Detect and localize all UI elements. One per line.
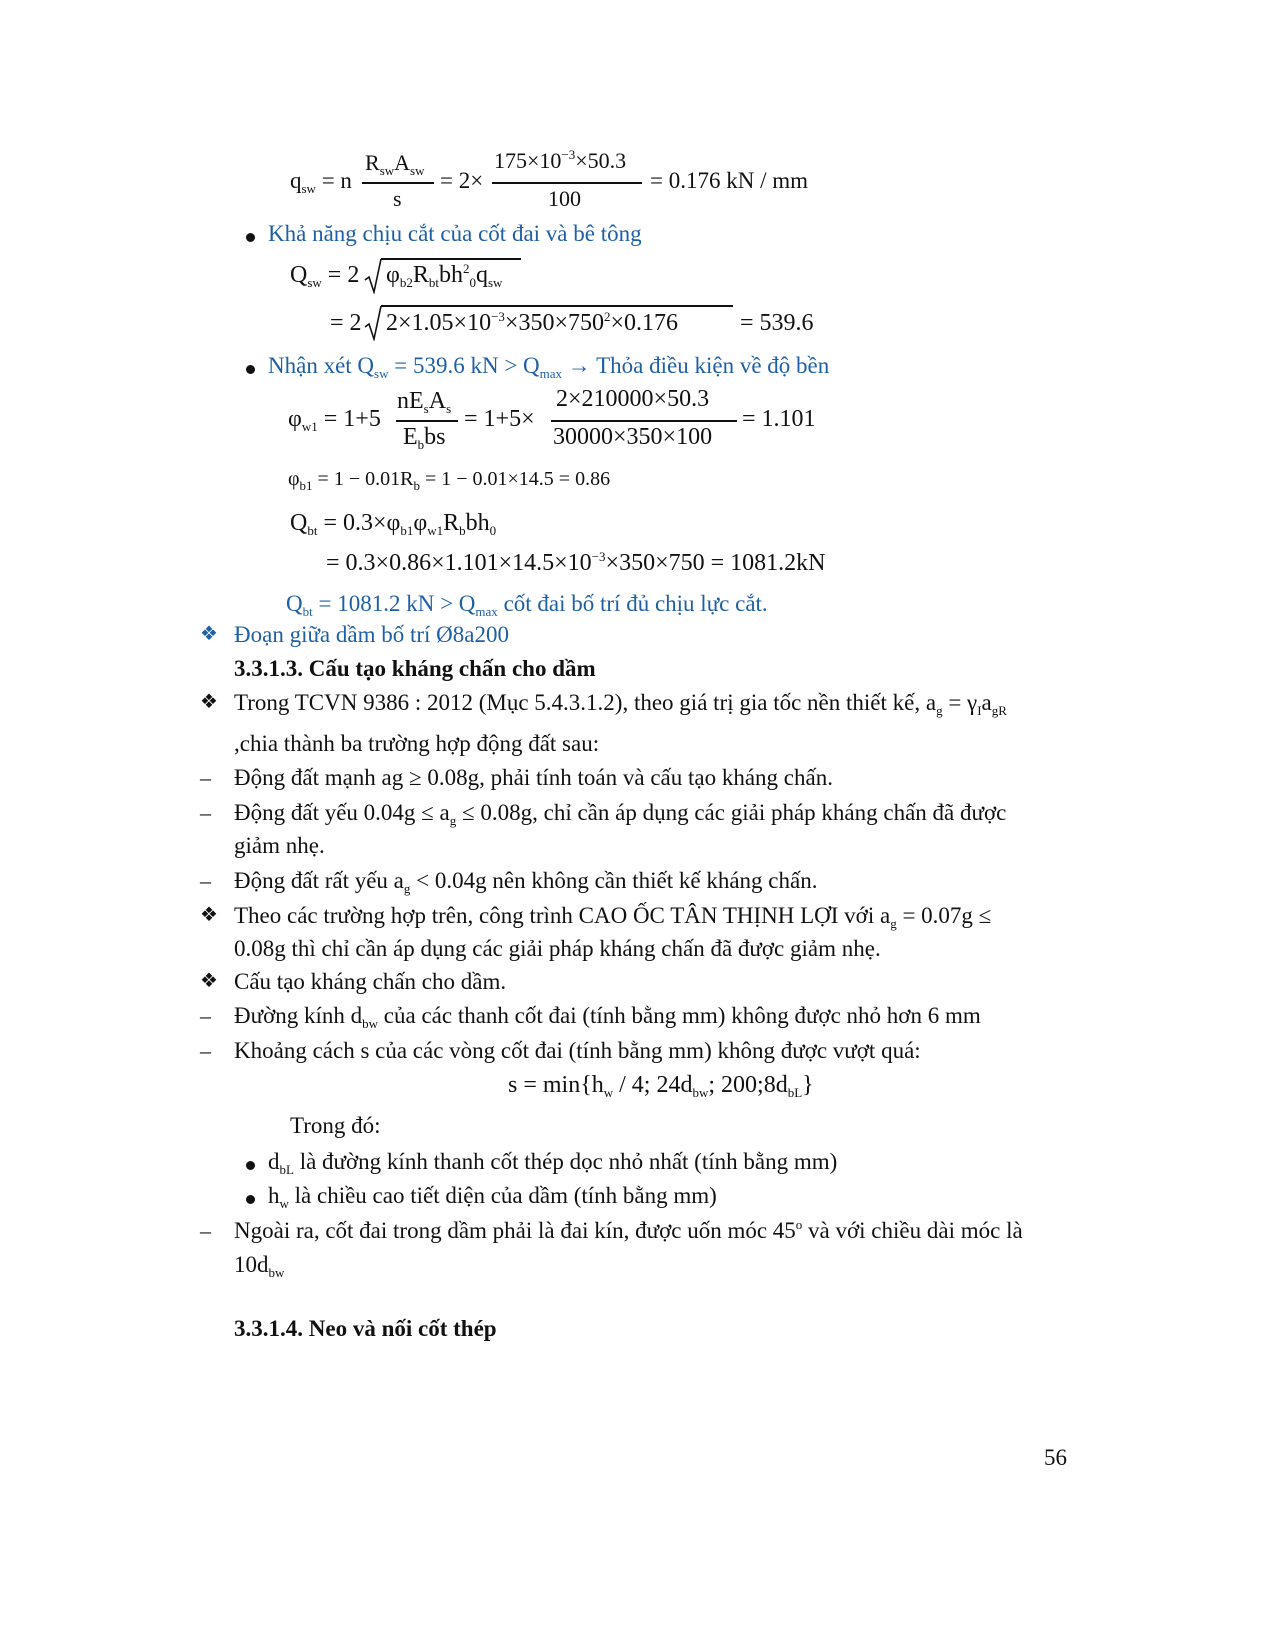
project-tail: = 0.07g ≤: [896, 903, 992, 928]
tcvn-sub3: gR: [991, 703, 1007, 718]
phiw1-result: = 1.101: [742, 406, 816, 432]
closed-stirrup-line2: [234, 1250, 284, 1280]
phiw1-lhs-sub: w1: [301, 419, 318, 434]
qbt-mid: = 1081.2 kN > Q: [312, 591, 476, 616]
closed-tail: và với chiều dài móc là: [802, 1218, 1023, 1243]
bullet-icon: [246, 1161, 255, 1170]
qsw-result: = 0.176 kN / mm: [650, 168, 809, 193]
qbt-remark: [286, 589, 768, 619]
Qbt-s1: b1: [400, 523, 414, 538]
diam-pre: Đường kính d: [234, 1003, 363, 1028]
phiw1-f1-den: E: [403, 424, 418, 450]
Qsw-rad-s1: b2: [399, 275, 413, 290]
phiw1-eq2: = 1+5×: [464, 406, 535, 432]
phiw1-f2-num: 2×210000×50.3: [556, 386, 710, 412]
qbt-pre: Q: [286, 591, 303, 616]
qbt-tail: cốt đai bố trí đủ chịu lực cắt.: [497, 591, 768, 616]
Qbt-lhs: Q: [290, 510, 308, 536]
qsw-frac1-line: [362, 182, 434, 184]
dbl-tail: là đường kính thanh cốt thép dọc nhỏ nhất (tính bằng mm): [293, 1149, 838, 1174]
Qbt-line2: = 0.3×0.86×1.101×14.5×10: [326, 550, 592, 576]
qsw-eq1: = n: [321, 168, 352, 193]
smin-sub3: bL: [787, 1085, 803, 1100]
qsw-f2-num: 175×10: [494, 148, 562, 173]
strong-earthquake: Động đất mạnh ag ≥ 0.08g, phải tính toán và cấu tạo kháng chấn.: [234, 765, 833, 790]
bullet-shear-capacity: Khả năng chịu cắt của cốt đai và bê tông: [268, 221, 642, 246]
phib1-lhs: φ: [288, 468, 300, 490]
Qbt-m1: φ: [413, 510, 428, 536]
weak-earthquake-line2: giảm nhẹ.: [234, 833, 325, 858]
Qbt-s4: 0: [489, 523, 497, 538]
remark-sub: sw: [374, 366, 389, 381]
diamond-bullet-icon: ❖: [200, 691, 218, 713]
tcvn-line2: ,chia thành ba trường hợp động đất sau:: [234, 731, 600, 756]
page-number: 56: [1044, 1445, 1067, 1470]
phiw1-f1-num: nE: [397, 388, 424, 414]
seismic-detail-title: Cấu tạo kháng chấn cho dầm.: [234, 969, 507, 994]
very-weak-earthquake: [234, 866, 817, 896]
project-paragraph: [234, 901, 991, 931]
heading-3-3-1-4: 3.3.1.4. Neo và nối cốt thép: [234, 1316, 497, 1341]
sqrt-bar: [381, 305, 733, 307]
dash-bullet-icon: –: [200, 1218, 211, 1243]
bullet-icon: [246, 1195, 255, 1204]
qsw-f2-tail: ×50.3: [575, 148, 627, 173]
smin-tail: }: [802, 1072, 814, 1098]
formula-phib1: [288, 468, 610, 491]
weak-tail: ≤ 0.08g, chỉ cần áp dụng các giải pháp kháng chấn đã được: [456, 800, 1007, 825]
qsw-lhs-sub: sw: [301, 181, 316, 196]
Qbt-m2: R: [443, 510, 460, 536]
qsw-f2-sup: −3: [561, 147, 576, 162]
Qsw-rad-s3: 0: [469, 275, 476, 290]
hw-sub: w: [279, 1196, 289, 1211]
closed-l2: 10d: [234, 1252, 269, 1277]
smin-mid2: ; 200;8d: [708, 1072, 788, 1098]
phiw1-lhs: φ: [288, 406, 302, 432]
Qsw-rad-m1: R: [412, 262, 429, 288]
closed-stirrup-note: [234, 1216, 1023, 1246]
diamond-bullet-icon: ❖: [200, 904, 218, 926]
sqrt-bar: [381, 258, 521, 260]
diamond-bullet-icon: ❖: [200, 970, 218, 992]
closed-l2-sub: bw: [268, 1265, 285, 1280]
diamond-bullet-icon: ❖: [200, 623, 218, 645]
qsw-f1-sub1: sw: [379, 163, 395, 178]
dash-bullet-icon: –: [200, 765, 211, 790]
Qsw-l2-sup: −3: [491, 309, 505, 324]
smin-mid1: / 4; 24d: [613, 1072, 693, 1098]
phib1-lhs-sub: b1: [299, 478, 313, 493]
project-sub: g: [890, 916, 897, 931]
heading-3-3-1-3: 3.3.1.3. Cấu tạo kháng chấn cho dầm: [234, 656, 596, 681]
where-label: Trong đó:: [290, 1113, 381, 1138]
tcvn-paragraph: [234, 688, 1007, 718]
Qsw-l2-tail: ×0.176: [610, 310, 679, 336]
Qbt-line2-sup: −3: [591, 549, 606, 564]
middle-segment-note: Đoạn giữa dầm bố trí Ø8a200: [234, 622, 509, 647]
formula-s-min: [508, 1072, 814, 1099]
tcvn-sub2: I: [977, 703, 982, 718]
remark-pre: Nhận xét Q: [268, 353, 375, 378]
Qbt-line1: = 0.3×φ: [323, 510, 401, 536]
qsw-eq2: = 2×: [440, 168, 484, 193]
phiw1-frac1-line: [396, 420, 458, 422]
Qbt-m3: bh: [465, 510, 490, 536]
phiw1-f1-den-tail: bs: [424, 424, 446, 450]
qbt-sub: bt: [302, 604, 313, 619]
Qsw-rad-s2: bt: [428, 275, 439, 290]
bullet-icon: [246, 233, 255, 242]
dbl-pre: d: [268, 1149, 280, 1174]
phiw1-f1-s2: s: [446, 401, 452, 416]
phiw1-f1-mid: A: [428, 388, 447, 414]
sqrt-icon: [364, 258, 382, 294]
phiw1-f1-den-sub: b: [417, 437, 425, 452]
dbl-sub: bL: [279, 1162, 294, 1177]
dash-bullet-icon: –: [200, 800, 211, 825]
Qsw-l2-sup2: 2: [604, 309, 611, 324]
dash-bullet-icon: –: [200, 868, 211, 893]
weak-earthquake: [234, 798, 1006, 828]
Qbt-lhs-sub: bt: [307, 523, 318, 538]
Qbt-s3: b: [459, 523, 466, 538]
vweak-tail: < 0.04g nên không cần thiết kế kháng chấn.: [410, 868, 818, 893]
project-line2: 0.08g thì chỉ cần áp dụng các giải pháp kháng chấn đã được giảm nhẹ.: [234, 936, 881, 961]
hw-tail: là chiều cao tiết diện của dầm (tính bằng mm): [288, 1183, 717, 1208]
qsw-lhs: q: [290, 168, 302, 193]
qsw-f1-sub2: sw: [410, 163, 425, 178]
vweak-pre: Động đất rất yếu a: [234, 868, 404, 893]
qsw-f2-den: 100: [548, 186, 581, 211]
stirrup-spacing: Khoảng cách s của các vòng cốt đai (tính bằng mm) không được vượt quá:: [234, 1038, 921, 1063]
smin-sub1: w: [603, 1085, 614, 1100]
qsw-f1-den: s: [393, 186, 402, 211]
qsw-frac2-line: [492, 182, 642, 184]
weak-sub: g: [449, 813, 457, 828]
sqrt-icon: [364, 305, 382, 341]
smin-sub2: bw: [692, 1085, 709, 1100]
dash-bullet-icon: –: [200, 1038, 211, 1063]
Qsw-lhs: Q: [290, 262, 308, 288]
Qsw-rad-s4: sw: [488, 275, 503, 290]
smin-main: s = min{h: [508, 1072, 604, 1098]
remark-tail: → Thỏa điều kiện về độ bền: [562, 353, 830, 378]
Qsw-line1: = 2: [327, 262, 360, 288]
phib1-tail: = 1 − 0.01×14.5 = 0.86: [424, 468, 611, 490]
closed-pre: Ngoài ra, cốt đai trong dầm phải là đai kín, được uốn móc 45: [234, 1218, 796, 1243]
tcvn-mid2: a: [981, 690, 992, 715]
phiw1-f2-den: 30000×350×100: [553, 424, 713, 450]
vweak-sub: g: [403, 881, 411, 896]
phiw1-f1-s1: s: [423, 401, 429, 416]
dbl-definition: [268, 1147, 837, 1177]
diam-sub: bw: [362, 1016, 379, 1031]
remark-mid: = 539.6 kN > Q: [388, 353, 540, 378]
Qbt-line2-tail: ×350×750 = 1081.2kN: [605, 550, 826, 576]
qsw-f1-mid: A: [394, 150, 411, 175]
remark-sub2: max: [539, 366, 563, 381]
phib1-rhs: = 1 − 0.01R: [317, 468, 414, 490]
diam-tail: của các thanh cốt đai (tính bằng mm) không được nhỏ hơn 6 mm: [378, 1003, 981, 1028]
bullet-icon: [246, 365, 255, 374]
Qsw-rad-sup: 2: [463, 261, 470, 276]
phib1-rhs-sub: b: [413, 478, 420, 493]
qsw-f1-num: R: [365, 150, 380, 175]
hw-definition: [268, 1181, 717, 1211]
Qbt-s2: w1: [427, 523, 444, 538]
dash-bullet-icon: –: [200, 1003, 211, 1028]
Qsw-rad-m2: bh: [439, 262, 463, 288]
project-pre: Theo các trường hợp trên, công trình CAO ỐC TÂN THỊNH LỢI với a: [234, 903, 891, 928]
Qsw-line2: = 2: [330, 310, 362, 336]
closed-sup: o: [795, 1217, 803, 1232]
tcvn-mid: = γ: [942, 690, 978, 715]
Qsw-l2-rad: 2×1.05×10: [386, 310, 492, 336]
phiw1-frac2-line: [551, 420, 737, 422]
Qsw-l2-result: = 539.6: [740, 310, 814, 336]
qbt-sub2: max: [475, 604, 498, 619]
bullet-remark: [268, 351, 829, 381]
Qsw-l2-mid: ×350×750: [504, 310, 604, 336]
tcvn-pre: Trong TCVN 9386 : 2012 (Mục 5.4.3.1.2), theo giá trị gia tốc nền thiết kế, a: [234, 690, 937, 715]
Qsw-lhs-sub: sw: [307, 275, 322, 290]
tcvn-sub: g: [936, 703, 943, 718]
Qsw-rad-m3: q: [476, 262, 488, 288]
hw-pre: h: [268, 1183, 280, 1208]
phiw1-eq1: = 1+5: [323, 406, 381, 432]
stirrup-diameter: [234, 1001, 981, 1031]
Qsw-rad-phi: φ: [386, 262, 400, 288]
weak-pre: Động đất yếu 0.04g ≤ a: [234, 800, 450, 825]
